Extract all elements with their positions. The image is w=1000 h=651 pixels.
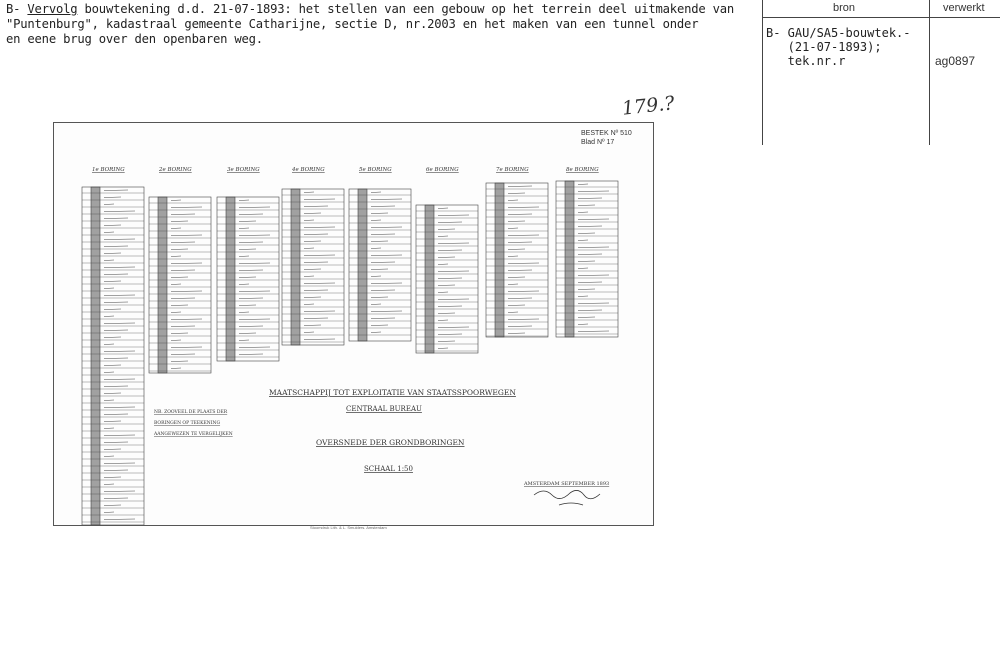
- vervolg-label: Vervolg: [27, 2, 78, 16]
- boring-header-3: 3e BORING: [227, 167, 260, 173]
- boring-header-7: 7e BORING: [496, 167, 529, 173]
- verwerkt-header: verwerkt: [943, 2, 985, 14]
- bron-value: B- GAU/SA5-bouwtek.- (21-07-1893); tek.nr.r: [766, 26, 911, 68]
- note-line-1: NB. ZOOVEEL DE PLAATS DER: [154, 410, 228, 415]
- scale-label: SCHAAL 1:50: [364, 465, 413, 473]
- header-rule: [762, 17, 1000, 18]
- boring-column-7: [486, 183, 548, 337]
- boring-drawing-scan: [53, 122, 654, 526]
- description-text: B- Vervolg bouwtekening d.d. 21-07-1893: het stellen van een gebouw op het terrein deel uitmakende van "Puntenburg", kadastraal gemeente Catharijne, sectie D, nr.2003 en het maken van een tunnel onder en eene brug over den openbaren weg.: [6, 2, 735, 46]
- boring-column-8: [556, 181, 618, 337]
- boring-header-5: 5e BORING: [359, 167, 392, 173]
- divider-bron-left: [762, 0, 763, 145]
- verwerkt-value: ag0897: [935, 54, 976, 68]
- boring-column-5: [349, 189, 411, 341]
- handwritten-number: 179.?: [620, 92, 676, 120]
- bestek-label: BESTEK Nº 510 Blad Nº 17: [581, 130, 632, 146]
- boring-header-6: 6e BORING: [426, 167, 459, 173]
- boring-header-4: 4e BORING: [292, 167, 325, 173]
- boring-header-1: 1e BORING: [92, 167, 125, 173]
- note-line-2: BORINGEN OP TEEKENING: [154, 421, 221, 426]
- bureau-title: CENTRAAL BUREAU: [346, 405, 422, 413]
- subject-title: OVERSNEDE DER GRONDBORINGEN: [316, 438, 465, 447]
- boring-column-3: [217, 197, 279, 361]
- divider-verwerkt-left: [929, 0, 930, 145]
- boring-header-2: 2e BORING: [159, 167, 192, 173]
- description-line-2: "Puntenburg", kadastraal gemeente Catharijne, sectie D, nr.2003 en het maken van een tunnel onder: [6, 17, 699, 31]
- bron-header: bron: [833, 2, 856, 14]
- printer-footer: Stoomdruk Lith. & L. Smulders. Amsterdam: [310, 525, 387, 530]
- boring-column-1: [82, 187, 144, 525]
- boring-header-8: 8e BORING: [566, 167, 599, 173]
- note-line-3: AANGEWEZEN TE VERGELIJKEN: [154, 432, 233, 437]
- description-line-3: en eene brug over den openbaren weg.: [6, 32, 263, 46]
- company-title: MAATSCHAPPIJ TOT EXPLOITATIE VAN STAATSSPOORWEGEN: [269, 388, 516, 397]
- boring-column-2: [149, 197, 211, 373]
- boring-column-6: [416, 205, 478, 353]
- boring-drawing-graphic: [54, 123, 653, 525]
- signature: [534, 490, 600, 505]
- place-date: AMSTERDAM SEPTEMBER 1893: [524, 481, 610, 487]
- boring-column-4: [282, 189, 344, 345]
